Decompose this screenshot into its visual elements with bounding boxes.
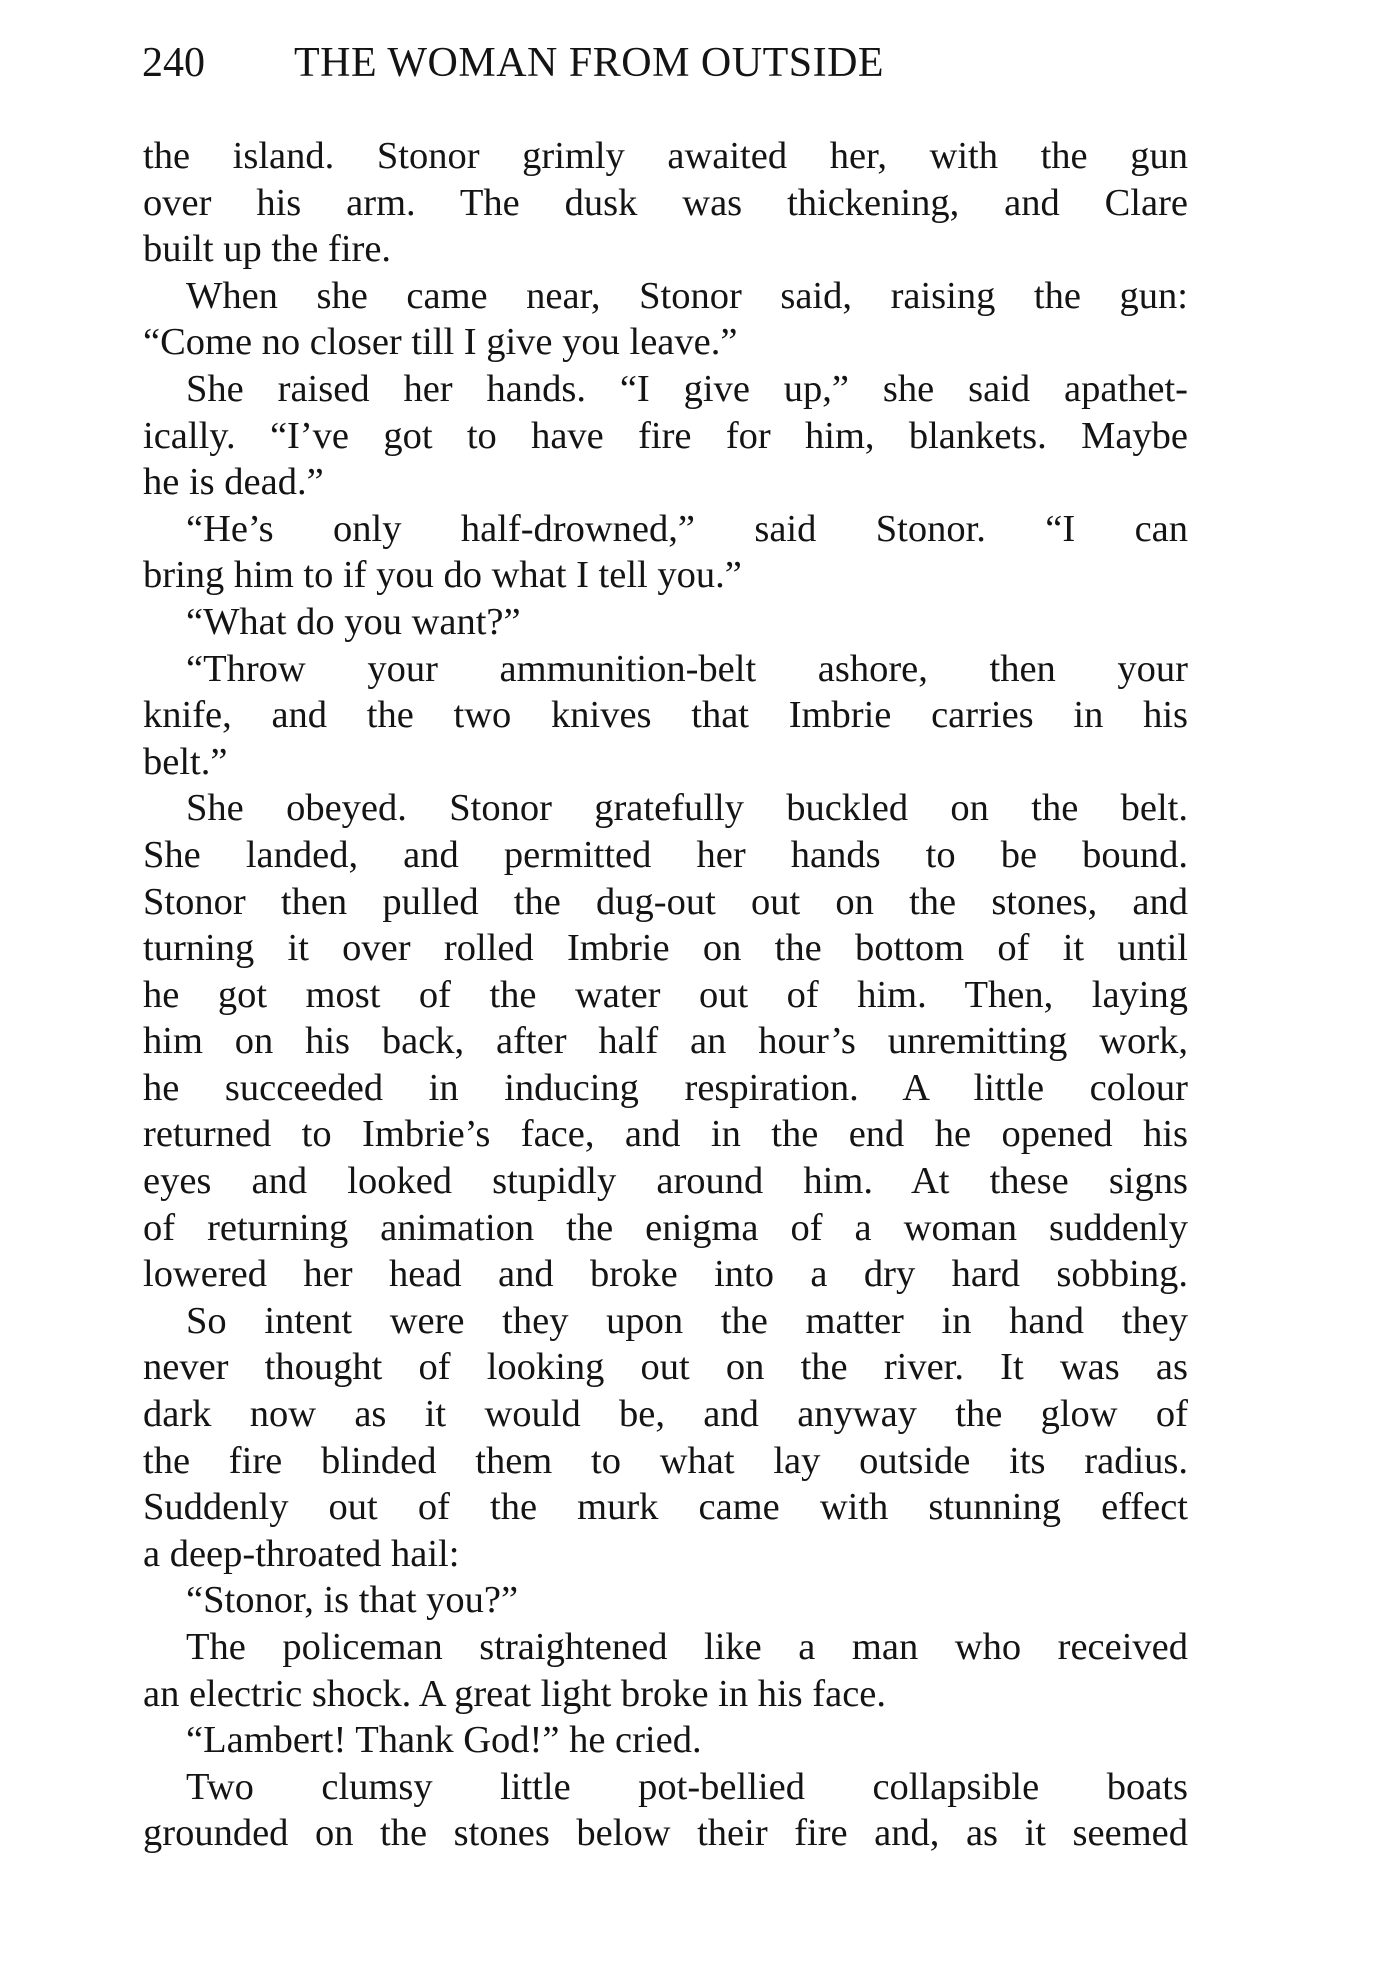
text-line: “What do you want?” bbox=[186, 600, 521, 643]
text-line: he is dead.” bbox=[143, 461, 324, 504]
text-line: of returning animation the enigma of a woman suddenly bbox=[143, 1206, 1188, 1249]
text-line: never thought of looking out on the river. It was as bbox=[143, 1346, 1188, 1389]
text-line: The policeman straightened like a man who received bbox=[186, 1626, 1188, 1668]
text-line: When she came near, Stonor said, raising the gun: bbox=[186, 274, 1188, 317]
text-line: “Stonor, is that you?” bbox=[186, 1579, 519, 1622]
text-line: over his arm. The dusk was thickening, and Clare bbox=[143, 181, 1188, 224]
text-line: Suddenly out of the murk came with stunning effect bbox=[143, 1486, 1188, 1529]
text-line: an electric shock. A great light broke in his face. bbox=[143, 1672, 887, 1715]
book-title: THE WOMAN FROM OUTSIDE bbox=[294, 40, 885, 86]
text-line: “Come no closer till I give you leave.” bbox=[143, 321, 738, 364]
body-text bbox=[143, 133, 1188, 1857]
text-line: he succeeded in inducing respiration. A little colour bbox=[143, 1066, 1188, 1109]
text-line: “Throw your ammunition-belt ashore, then your bbox=[186, 647, 1188, 690]
text-line: the island. Stonor grimly awaited her, with the gun bbox=[143, 135, 1188, 177]
running-header bbox=[142, 28, 1192, 98]
text-line: dark now as it would be, and anyway the glow of bbox=[143, 1393, 1188, 1436]
text-line: a deep-throated hail: bbox=[143, 1532, 460, 1575]
text-line: he got most of the water out of him. Then, laying bbox=[143, 973, 1188, 1016]
text-line: returned to Imbrie’s face, and in the end he opened his bbox=[143, 1113, 1188, 1156]
text-line: bring him to if you do what I tell you.” bbox=[143, 554, 742, 597]
text-line: eyes and looked stupidly around him. At these signs bbox=[143, 1160, 1188, 1203]
text-line: turning it over rolled Imbrie on the bottom of it until bbox=[143, 927, 1188, 970]
text-line: She raised her hands. “I give up,” she said apathet- bbox=[186, 367, 1188, 410]
text-line: grounded on the stones below their fire and, as it seemed bbox=[143, 1812, 1188, 1855]
text-line: She obeyed. Stonor gratefully buckled on the belt. bbox=[186, 787, 1188, 830]
text-line: “He’s only half-drowned,” said Stonor. “I can bbox=[186, 507, 1188, 550]
text-line: belt.” bbox=[143, 740, 228, 783]
text-line: She landed, and permitted her hands to be bound. bbox=[143, 833, 1188, 876]
text-line: ically. “I’ve got to have fire for him, blankets. Maybe bbox=[143, 414, 1188, 457]
text-line: Two clumsy little pot-bellied collapsible boats bbox=[186, 1765, 1188, 1808]
text-line: Stonor then pulled the dug-out out on the stones, and bbox=[143, 880, 1188, 923]
text-line: built up the fire. bbox=[143, 228, 392, 271]
text-line: the fire blinded them to what lay outside its radius. bbox=[143, 1439, 1188, 1482]
text-line: knife, and the two knives that Imbrie carries in his bbox=[143, 694, 1188, 737]
text-line: him on his back, after half an hour’s unremitting work, bbox=[143, 1020, 1188, 1063]
text-line: lowered her head and broke into a dry hard sobbing. bbox=[143, 1253, 1188, 1296]
text-line: So intent were they upon the matter in hand they bbox=[186, 1299, 1188, 1342]
page-number: 240 bbox=[142, 40, 205, 86]
text-line: “Lambert! Thank God!” he cried. bbox=[186, 1719, 702, 1762]
